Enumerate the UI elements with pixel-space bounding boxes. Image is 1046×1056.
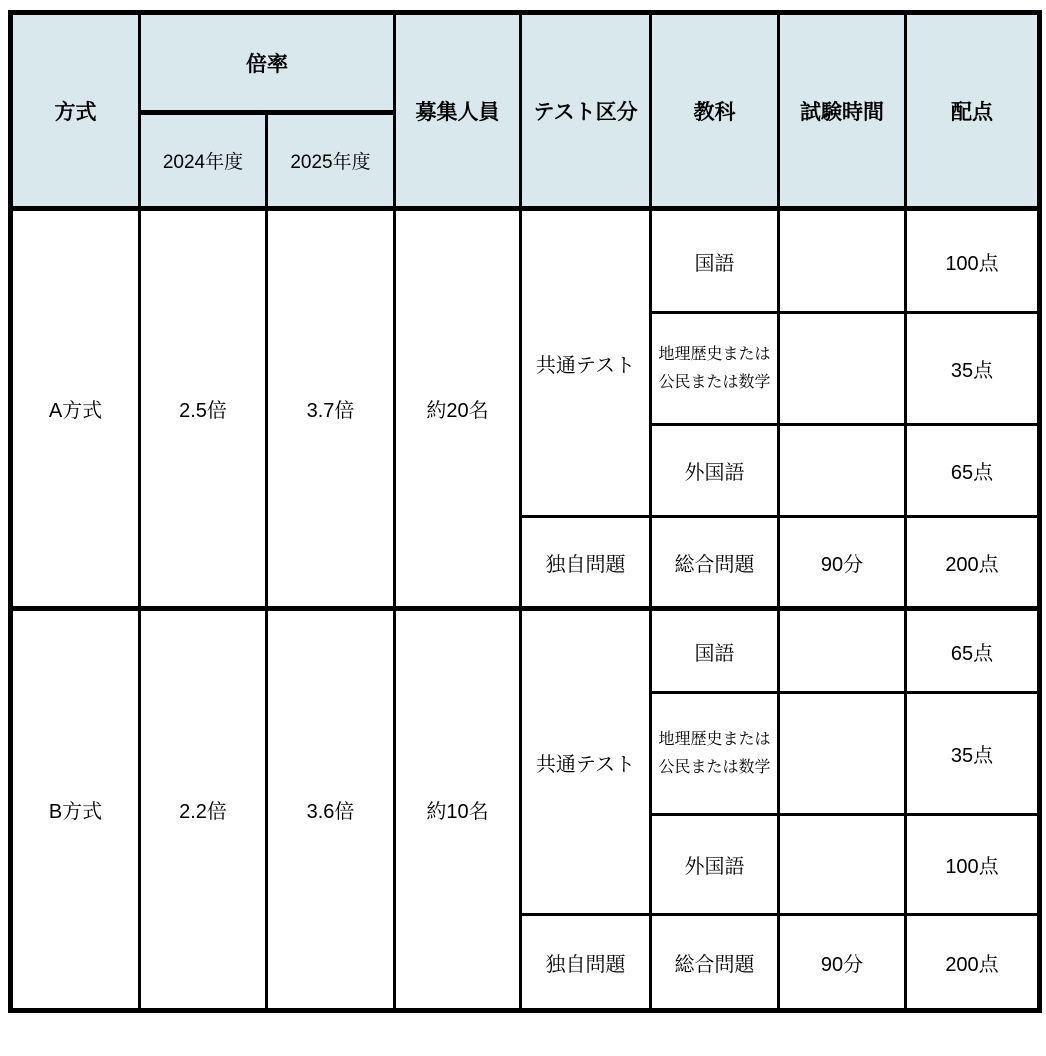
original-category-cell: 独自問題 <box>521 915 651 1011</box>
capacity-a-cell: 約20名 <box>395 209 521 609</box>
exam-time-empty-cell <box>779 815 906 915</box>
subject-cell: 外国語 <box>651 815 779 915</box>
points-cell: 200点 <box>906 915 1040 1011</box>
header-method: 方式 <box>11 13 140 209</box>
exam-time-empty-cell <box>779 425 906 517</box>
ratio-2025-b-cell: 3.6倍 <box>267 609 395 1011</box>
subject-cell: 外国語 <box>651 425 779 517</box>
method-b-cell: B方式 <box>11 609 140 1011</box>
method-a-cell: A方式 <box>11 209 140 609</box>
points-cell: 200点 <box>906 517 1040 609</box>
subject-cell: 地理歴史または公民または数学 <box>651 313 779 425</box>
header-exam-time: 試験時間 <box>779 13 906 209</box>
header-year-2025: 2025年度 <box>267 113 395 209</box>
common-test-a-cell: 共通テスト <box>521 209 651 517</box>
exam-time-empty-cell <box>779 609 906 693</box>
points-cell: 65点 <box>906 425 1040 517</box>
header-points: 配点 <box>906 13 1040 209</box>
header-subject: 教科 <box>651 13 779 209</box>
exam-time-empty-cell <box>779 313 906 425</box>
header-capacity: 募集人員 <box>395 13 521 209</box>
points-cell: 100点 <box>906 815 1040 915</box>
subject-cell: 総合問題 <box>651 517 779 609</box>
capacity-b-cell: 約10名 <box>395 609 521 1011</box>
ratio-2024-b-cell: 2.2倍 <box>140 609 267 1011</box>
ratio-2025-a-cell: 3.7倍 <box>267 209 395 609</box>
points-cell: 65点 <box>906 609 1040 693</box>
exam-time-cell: 90分 <box>779 517 906 609</box>
admission-methods-table <box>8 10 1042 1013</box>
header-year-2024: 2024年度 <box>140 113 267 209</box>
section-a-row-kokugo <box>11 209 1040 313</box>
original-category-cell: 独自問題 <box>521 517 651 609</box>
exam-time-empty-cell <box>779 209 906 313</box>
section-b-row-kokugo <box>11 609 1040 693</box>
common-test-b-cell: 共通テスト <box>521 609 651 915</box>
subject-cell: 地理歴史または公民または数学 <box>651 693 779 815</box>
subject-cell: 国語 <box>651 609 779 693</box>
subject-cell: 総合問題 <box>651 915 779 1011</box>
points-cell: 35点 <box>906 313 1040 425</box>
exam-time-empty-cell <box>779 693 906 815</box>
points-cell: 100点 <box>906 209 1040 313</box>
points-cell: 35点 <box>906 693 1040 815</box>
subject-cell: 国語 <box>651 209 779 313</box>
ratio-2024-a-cell: 2.5倍 <box>140 209 267 609</box>
header-test-category: テスト区分 <box>521 13 651 209</box>
header-row-1 <box>11 13 1040 113</box>
header-ratio: 倍率 <box>140 13 395 113</box>
exam-time-cell: 90分 <box>779 915 906 1011</box>
